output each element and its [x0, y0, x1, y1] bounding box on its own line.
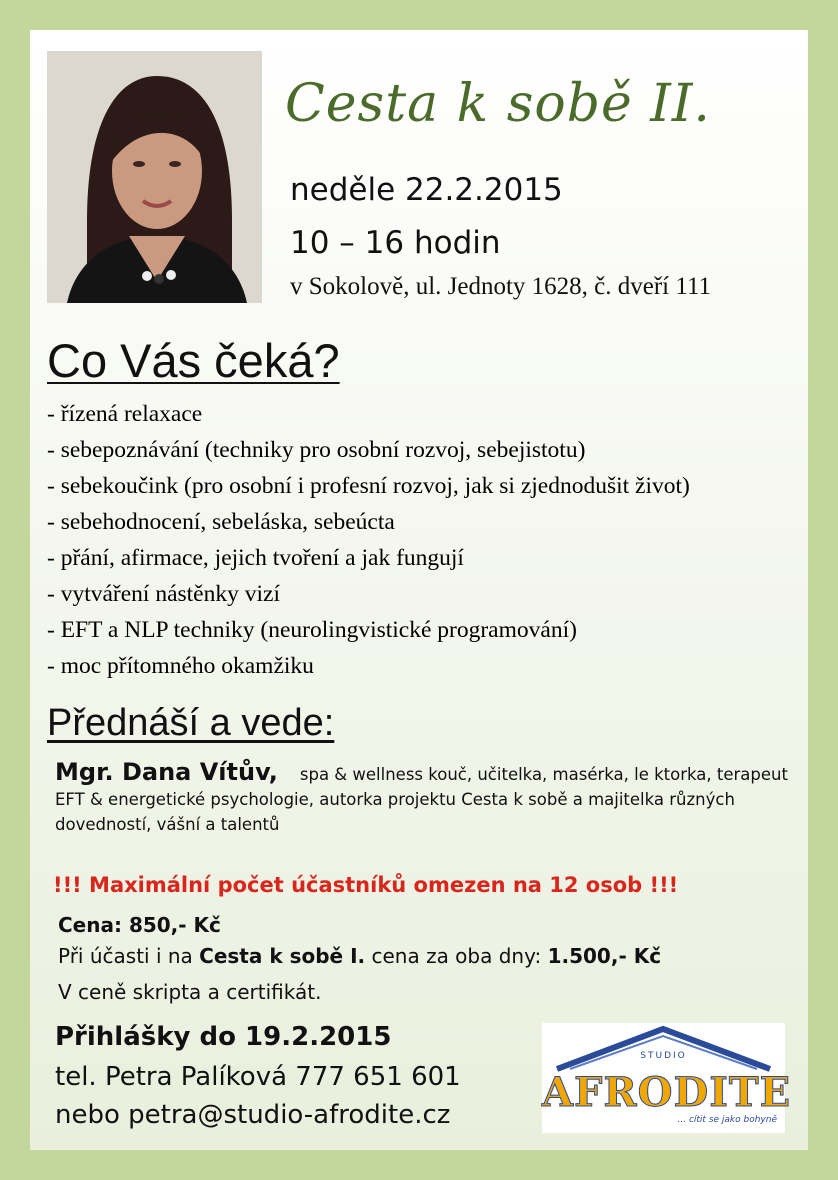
program-list: [47, 400, 690, 688]
combo-offer: [58, 944, 661, 968]
afrodite-logo: [542, 1023, 792, 1133]
program-heading: Co Vás čeká?: [47, 334, 340, 387]
logo-studio: STUDIO: [640, 1051, 687, 1061]
lecturer-photo: [47, 51, 262, 303]
temple-roof-icon: [542, 1023, 785, 1073]
program-item: - řízená relaxace: [47, 401, 203, 427]
contact-email: nebo petra@studio-afrodite.cz: [55, 1100, 451, 1130]
combo-price: 1.500,- Kč: [547, 944, 662, 968]
logo-brand: AFRODITE: [542, 1069, 792, 1116]
price-includes: V ceně skripta a certifikát.: [58, 980, 322, 1004]
lecturer-name: Mgr. Dana Vítův,: [55, 758, 278, 786]
registration-deadline: Přihlášky do 19.2.2015: [55, 1022, 392, 1052]
program-item: - sebepoznávání (techniky pro osobní rozvoj, sebejistotu): [47, 437, 586, 463]
lecturer-description: spa & wellness kouč, učitelka, masérka, le ktorka, terapeut EFT & energetické psychologie, autorka projektu Cesta k sobě a majitelka různých dovedností, vášní a talentů: [55, 765, 788, 834]
program-item: - přání, afirmace, jejich tvoření a jak fungují: [47, 545, 464, 571]
program-item: - moc přítomného okamžiku: [47, 653, 314, 679]
lecturer-heading: Přednáší a vede:: [47, 702, 335, 744]
event-hours: 10 – 16 hodin: [290, 225, 501, 261]
combo-middle: cena za oba dny:: [365, 944, 548, 968]
price: Cena: 850,- Kč: [58, 913, 221, 937]
combo-course: Cesta k sobě I.: [199, 944, 366, 968]
program-item: - sebehodnocení, sebeláska, sebeúcta: [47, 509, 395, 535]
event-date: neděle 22.2.2015: [290, 172, 563, 208]
lecturer-bio: [55, 760, 800, 837]
event-place: v Sokolově, ul. Jednoty 1628, č. dveří 111: [290, 273, 712, 300]
combo-prefix: Při účasti i na: [58, 944, 200, 968]
event-title: Cesta k sobě II.: [285, 74, 711, 134]
logo-tagline: ... cítit se jako bohyně: [677, 1115, 777, 1125]
contact-phone: tel. Petra Palíková 777 651 601: [55, 1062, 461, 1092]
program-item: - EFT a NLP techniky (neurolingvistické programování): [47, 617, 577, 643]
program-item: - vytváření nástěnky vizí: [47, 581, 280, 607]
program-item: - sebekoučink (pro osobní i profesní rozvoj, jak si zjednodušit život): [47, 473, 690, 499]
capacity-warning: !!! Maximální počet účastníků omezen na 12 osob !!!: [53, 873, 679, 897]
